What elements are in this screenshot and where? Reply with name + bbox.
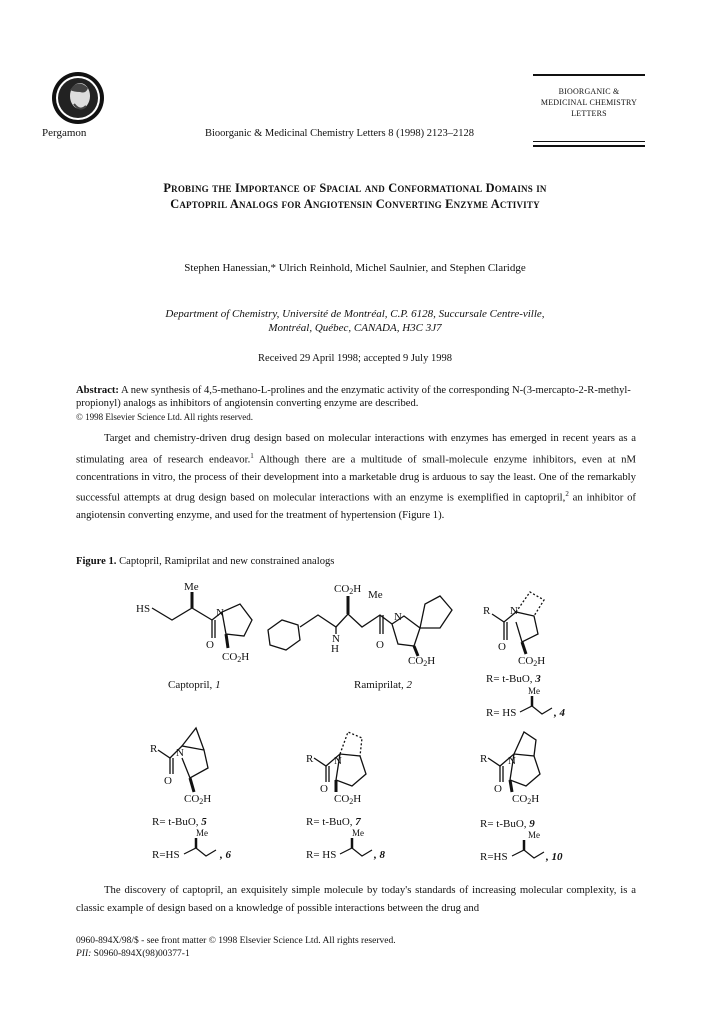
r-hs-4: R= HS bbox=[486, 707, 517, 719]
closing-paragraph: The discovery of captopril, an exquisitely simple molecule by today's standards of increasing molecular complexity, is a classic example of design based on a knowledge of possible interactions between the drug and bbox=[76, 884, 636, 914]
figure-label: Figure 1. bbox=[76, 556, 117, 567]
label-co2h-top: CO2H bbox=[334, 583, 362, 596]
label-n: N bbox=[216, 607, 224, 619]
label-o-3: O bbox=[498, 641, 506, 653]
label-o: O bbox=[206, 639, 214, 651]
label-n-2: N bbox=[394, 611, 402, 623]
ref-1: 1 bbox=[250, 451, 254, 460]
label-r-7: R bbox=[306, 753, 314, 765]
journal-citation: Bioorganic & Medicinal Chemistry Letters 8 (1998) 2123–2128 bbox=[205, 128, 474, 139]
ref-2: 2 bbox=[565, 490, 569, 499]
abstract-text: A new synthesis of 4,5-methano-L-prolines and the enzymatic activity of the corresponding N-(3-mercapto-2-R-methyl-propionyl) analogs as inhibitors of angiotensin converting enzyme are described. bbox=[76, 385, 631, 409]
label-o-2: O bbox=[376, 639, 384, 651]
label-n-3: N bbox=[510, 605, 518, 617]
journal-name: BIOORGANIC & MEDICINAL CHEMISTRY LETTERS bbox=[540, 87, 638, 118]
footer bbox=[76, 935, 396, 961]
figure-1-structures bbox=[0, 570, 711, 870]
r-hs-10: R=HS bbox=[480, 851, 508, 863]
label-nh: N bbox=[332, 633, 340, 645]
r-tbuo-5: R= t-BuO, 5 bbox=[152, 816, 207, 828]
label-n-5: N bbox=[176, 747, 184, 759]
abstract-label: Abstract: bbox=[76, 385, 119, 396]
abstract-copyright: © 1998 Elsevier Science Ltd. All rights reserved. bbox=[76, 412, 254, 422]
r-tbuo-3: R= t-BuO, 3 bbox=[486, 673, 541, 685]
label-me-10: Me bbox=[528, 830, 540, 840]
author-list: Stephen Hanessian,* Ulrich Reinhold, Michel Saulnier, and Stephen Claridge bbox=[184, 262, 526, 274]
abstract bbox=[76, 385, 636, 424]
label-me-4: Me bbox=[528, 686, 540, 696]
footer-copyright: 0960-894X/98/$ - see front matter © 1998 Elsevier Science Ltd. All rights reserved. bbox=[76, 936, 396, 946]
r-hs-6: R=HS bbox=[152, 849, 180, 861]
affiliation: Department of Chemistry, Université de Montréal, C.P. 6128, Succursale Centre-ville, Montréal, Québec, CANADA, H3C 3J7 bbox=[165, 308, 545, 334]
num-4: , 4 bbox=[554, 707, 565, 719]
label-o-9: O bbox=[494, 783, 502, 795]
article-title: Probing the Importance of Spacial and Conformational Domains in Captopril Analogs for Angiotensin Converting Enzyme Activity bbox=[163, 181, 547, 211]
label-r-3: R bbox=[483, 605, 491, 617]
label-n-7: N bbox=[334, 755, 342, 767]
footer-pii: PII: S0960-894X(98)00377-1 bbox=[76, 949, 190, 959]
structure-captopril bbox=[152, 592, 252, 648]
received-dates: Received 29 April 1998; accepted 9 July 1998 bbox=[258, 353, 452, 364]
intro-paragraph: Target and chemistry-driven drug design based on molecular interactions with enzymes has emerged in recent years as a stimulating area of research endeavor.$^1$ Although there are a multitude of small-molecule enzyme inhibitors, even at nM concentrations in vitro, the process of their development into a marketable drug is arduous to say the least. One of the remarkably successful attempts at drug design based on molecular interactions with an enzyme is exemplified in captopril,$^2$ an inhibitor of angiotensin converting enzyme, and used for the treatment of hypertension (Figure 1). bbox=[76, 432, 636, 522]
label-me: Me bbox=[184, 581, 199, 593]
ramiprilat-name: Ramiprilat, 2 bbox=[354, 679, 413, 691]
publisher-name: Pergamon bbox=[42, 127, 87, 139]
num-10: , 10 bbox=[546, 851, 563, 863]
label-me-6: Me bbox=[196, 828, 208, 838]
structure-ramiprilat bbox=[268, 596, 452, 656]
label-h: H bbox=[331, 643, 339, 655]
label-me-2: Me bbox=[368, 589, 383, 601]
label-co2h-9: CO2H bbox=[512, 793, 540, 806]
label-co2h-2: CO2H bbox=[408, 655, 436, 668]
r-tbuo-7: R= t-BuO, 7 bbox=[306, 816, 361, 828]
label-n-9: N bbox=[508, 755, 516, 767]
r-hs-8: R= HS bbox=[306, 849, 337, 861]
figure-caption: Figure 1. Captopril, Ramiprilat and new constrained analogs bbox=[76, 556, 335, 567]
label-co2h-5: CO2H bbox=[184, 793, 212, 806]
r-tbuo-9: R= t-BuO, 9 bbox=[480, 818, 535, 830]
label-co2h-3: CO2H bbox=[518, 655, 546, 668]
publisher-logo bbox=[50, 70, 106, 131]
label-hs: HS bbox=[136, 603, 151, 615]
label-o-7: O bbox=[320, 783, 328, 795]
label-co2h: CO2H bbox=[222, 651, 250, 664]
num-8: , 8 bbox=[374, 849, 385, 861]
label-co2h-7: CO2H bbox=[334, 793, 362, 806]
label-r-5: R bbox=[150, 743, 158, 755]
captopril-name: Captopril, 1 bbox=[168, 679, 221, 691]
label-o-5: O bbox=[164, 775, 172, 787]
num-6: , 6 bbox=[220, 849, 231, 861]
label-r-9: R bbox=[480, 753, 488, 765]
label-me-8: Me bbox=[352, 828, 364, 838]
